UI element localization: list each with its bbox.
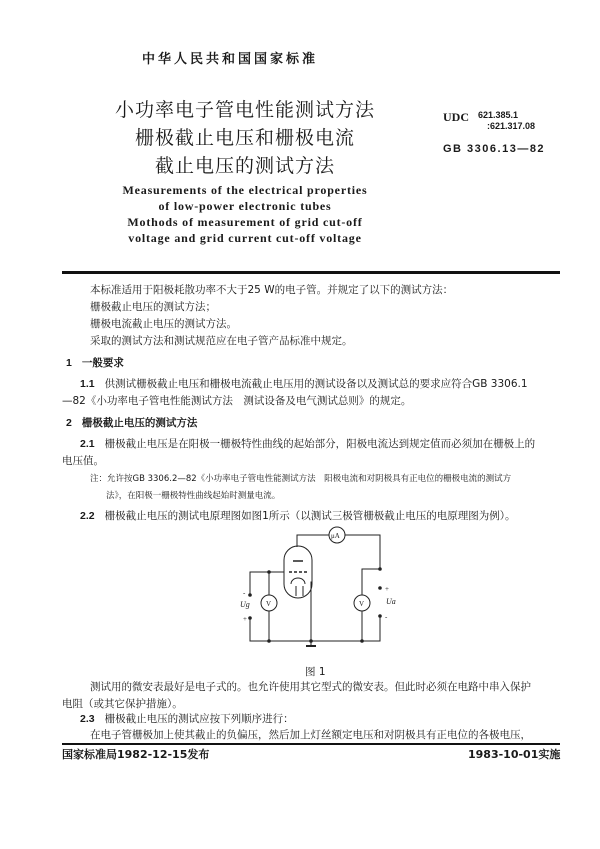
- gb-code: GB 3306.13—82: [443, 143, 546, 155]
- note-line-1: 注：允许按GB 3306.2—82《小功率电子管电性能测试方法 阳极电流和对阴极具有正电位的栅极电流的测试方: [90, 474, 512, 484]
- udc-label: UDC: [443, 110, 469, 124]
- english-title-2: of low-power electronic tubes: [158, 199, 332, 213]
- svg-text:Ua: Ua: [386, 597, 396, 606]
- svg-text:+: +: [385, 585, 389, 593]
- standard-header: 中华人民共和国国家标准: [141, 52, 318, 67]
- svg-text:μA: μA: [331, 532, 340, 540]
- para-1-1: 1.1 供测试栅极截止电压和栅极电流截止电压用的测试设备以及测试总的要求应符合GB 3306.1: [80, 378, 528, 390]
- section-1-heading: 1 一般要求: [66, 357, 124, 369]
- para-2-3: 2.3 栅极截止电压的测试应按下列顺序进行：: [80, 713, 294, 725]
- svg-text:-: -: [243, 589, 246, 597]
- figure-caption: 图 1: [305, 666, 326, 678]
- effective-date: 1983-10-01实施: [468, 748, 561, 761]
- para-2-3-body: 在电子管栅极加上使其截止的负偏压，然后加上灯丝额定电压和对阴极具有正电位的各极电压，: [90, 729, 531, 741]
- para-2-1-cont: 电压值。: [62, 455, 104, 467]
- intro-line-4: 采取的测试方法和测试规范应在电子管产品标准中规定。: [90, 335, 353, 347]
- note-line-2: 法》，在阳极一栅极特性曲线起始时测量电流。: [106, 491, 281, 501]
- intro-line-3: 栅极电流截止电压的测试方法。: [90, 318, 237, 330]
- bottom-rule: [62, 743, 560, 745]
- title-line-2: 栅极截止电压和栅极电流: [134, 127, 355, 149]
- svg-text:V: V: [266, 600, 272, 608]
- para-2-2: 2.2 栅极截止电压的测试电原理图如图1所示（以测试三极管栅极截止电压的电原理图为例）。: [80, 510, 516, 522]
- svg-text:V: V: [359, 600, 365, 608]
- title-line-1: 小功率电子管电性能测试方法: [114, 99, 375, 121]
- english-title-3: Mothods of measurement of grid cut-off: [127, 215, 363, 229]
- english-title-4: voltage and grid current cut-off voltage: [128, 231, 362, 245]
- intro-line-2: 栅极截止电压的测试方法；: [90, 301, 216, 313]
- udc-code-1: 621.385.1: [478, 110, 519, 120]
- para-after-fig-cont: 电阻（或其它保护措施）。: [62, 698, 183, 710]
- para-1-1-cont: —82《小功率电子管电性能测试方法 测试设备及电气测试总则》的规定。: [62, 395, 412, 407]
- svg-text:Ug: Ug: [240, 600, 250, 609]
- svg-text:-: -: [385, 613, 388, 621]
- triode-tube-icon: [284, 546, 312, 598]
- para-2-1: 2.1 栅极截止电压是在阳极一栅极特性曲线的起始部分，阳极电流达到规定值而必须加在栅极上的: [80, 438, 536, 450]
- svg-text:+: +: [243, 615, 247, 623]
- issue-date: 国家标准局1982-12-15发布: [62, 748, 210, 761]
- section-2-heading: 2 栅极截止电压的测试方法: [66, 417, 198, 429]
- udc-code-2: :621.317.08: [487, 121, 536, 131]
- title-line-3: 截止电压的测试方法: [154, 155, 335, 177]
- english-title-1: Measurements of the electrical properties: [122, 183, 368, 197]
- para-after-fig: 测试用的微安表最好是电子式的。也允许使用其它型式的微安表。但此时必须在电路中串入保护: [90, 681, 531, 693]
- intro-line-1: 本标准适用于阳极耗散功率不大于25 W的电子管。并规定了以下的测试方法：: [90, 284, 454, 296]
